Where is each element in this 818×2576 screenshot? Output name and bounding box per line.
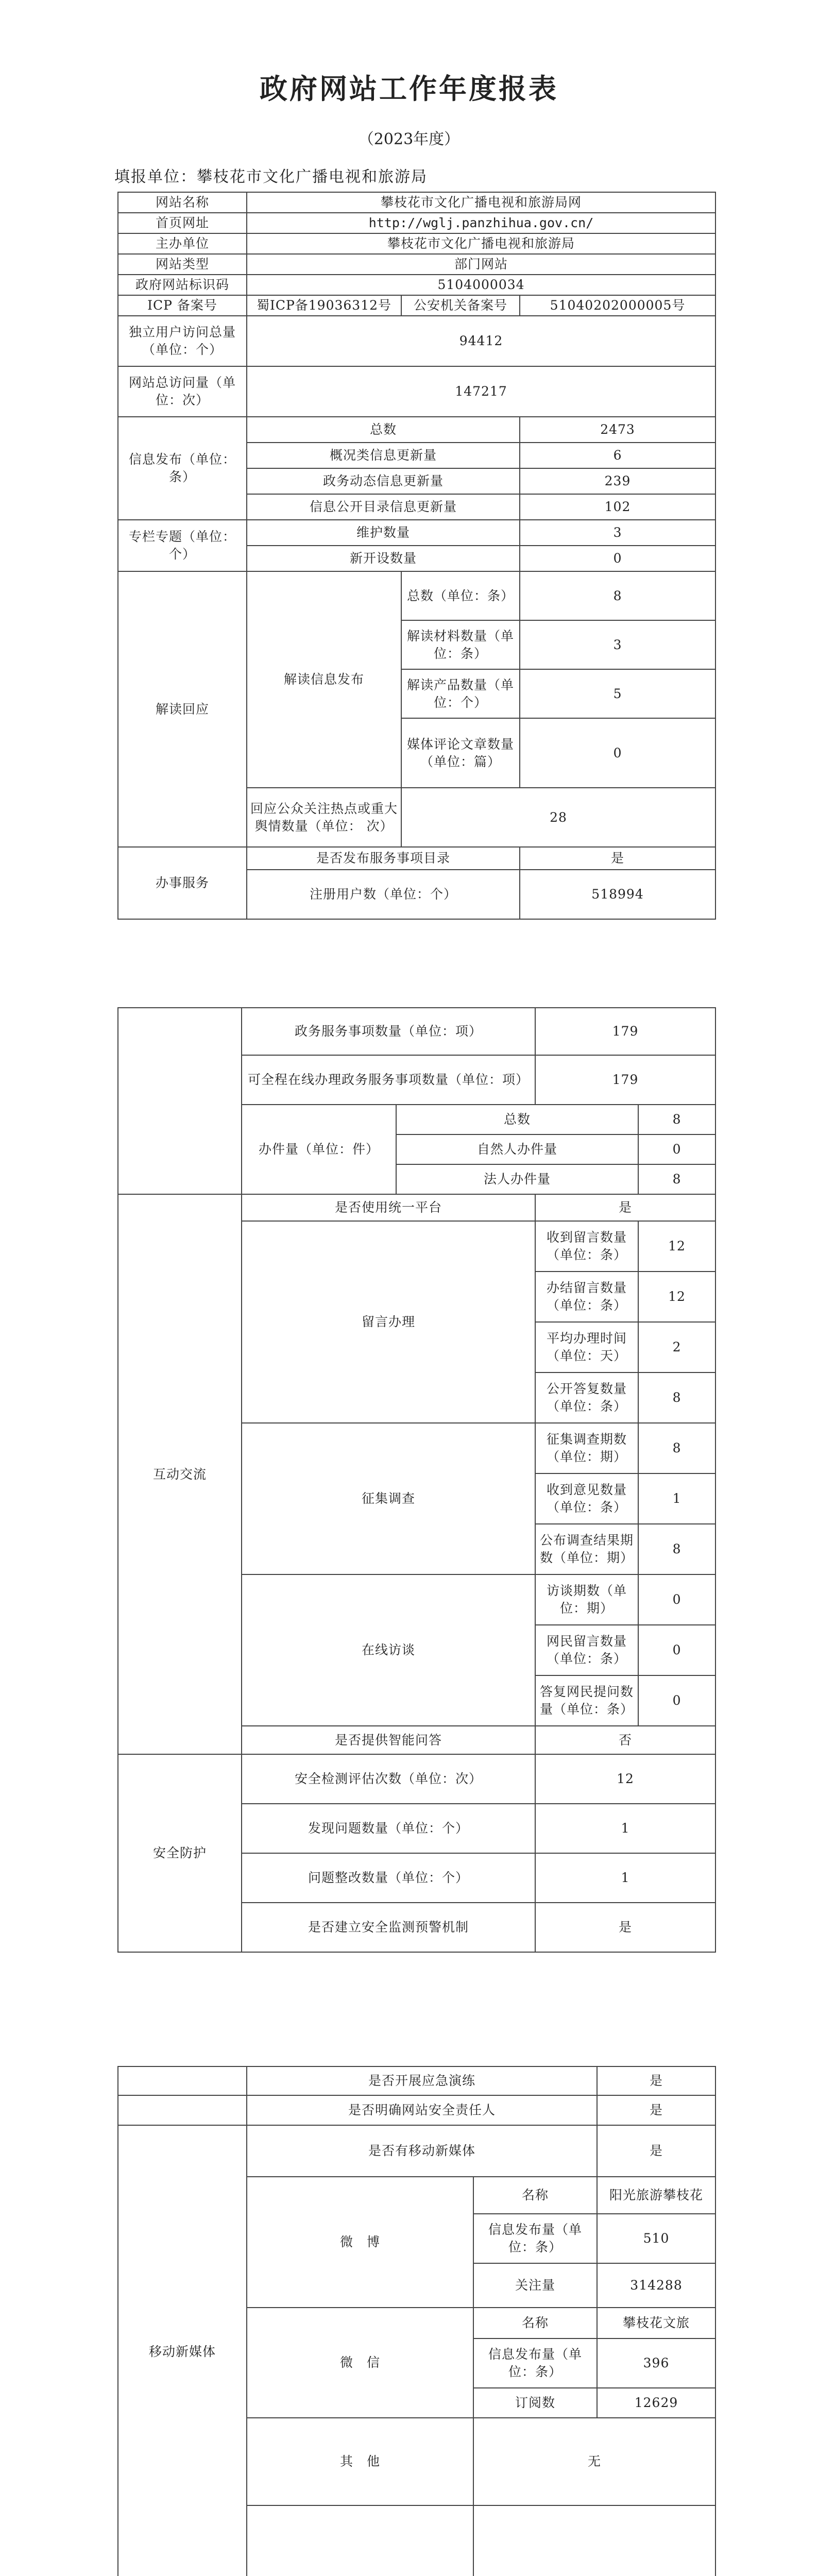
mobile-blank-cell xyxy=(473,2505,715,2576)
other-label: 其 他 xyxy=(247,2418,473,2505)
found-value: 1 xyxy=(535,1804,715,1853)
homepage-url: http://wglj.panzhihua.gov.cn/ xyxy=(247,213,715,233)
owner-value: 是 xyxy=(597,2095,715,2125)
msg-done-label: 办结留言数量（单位：条） xyxy=(535,1272,638,1322)
talk-ans: 0 xyxy=(638,1675,715,1726)
survey-pub-label: 公布调查结果期数（单位：期） xyxy=(535,1524,638,1574)
interpret-total: 8 xyxy=(520,571,715,620)
wechat-count-label: 信息发布量（单位：条） xyxy=(473,2338,597,2388)
wechat-count: 396 xyxy=(597,2338,715,2388)
security-label: 安全防护 xyxy=(118,1754,242,1952)
service-online: 179 xyxy=(535,1055,715,1105)
drill-value: 是 xyxy=(597,2066,715,2095)
survey-opinion: 1 xyxy=(638,1473,715,1524)
service-label: 办事服务 xyxy=(118,847,247,919)
info-catalog: 102 xyxy=(520,494,715,520)
site-id-label: 政府网站标识码 xyxy=(118,275,247,295)
service-handled-label: 办件量（单位：件） xyxy=(242,1105,396,1194)
wechat-subs-label: 订阅数 xyxy=(473,2388,597,2418)
interpret-material: 3 xyxy=(520,620,715,669)
mobile-has: 是 xyxy=(597,2125,715,2177)
visits-label: 网站总访问量（单位：次） xyxy=(118,366,247,417)
visits-value: 147217 xyxy=(247,366,715,417)
monitor-value: 是 xyxy=(535,1903,715,1952)
report-table-3 xyxy=(117,2066,716,2576)
weibo-count-label: 信息发布量（单位：条） xyxy=(473,2214,597,2263)
service-catalog-label: 是否发布服务事项目录 xyxy=(247,847,520,870)
msg-time-label: 平均办理时间（单位：天） xyxy=(535,1322,638,1372)
service-legal: 8 xyxy=(638,1164,715,1194)
platform-value: 是 xyxy=(535,1194,715,1221)
interpret-media: 0 xyxy=(520,718,715,788)
site-type-label: 网站类型 xyxy=(118,254,247,275)
fixed-value: 1 xyxy=(535,1853,715,1903)
interpret-material-label: 解读材料数量（单位：条） xyxy=(401,620,520,669)
police-number: 51040202000005号 xyxy=(520,295,715,316)
info-overview-label: 概况类信息更新量 xyxy=(247,443,520,468)
service-natural: 0 xyxy=(638,1134,715,1164)
report-table-2 xyxy=(117,1007,716,1953)
check-label: 安全检测评估次数（单位：次） xyxy=(242,1754,535,1804)
talk-msg-label: 网民留言数量（单位：条） xyxy=(535,1625,638,1675)
msg-label: 留言办理 xyxy=(242,1221,535,1423)
owner-label: 是否明确网站安全责任人 xyxy=(247,2095,597,2125)
info-dynamic-label: 政务动态信息更新量 xyxy=(247,468,520,494)
survey-num-label: 征集调查期数（单位：期） xyxy=(535,1423,638,1473)
weibo-name: 阳光旅游攀枝花 xyxy=(597,2177,715,2214)
ai-label: 是否提供智能问答 xyxy=(242,1726,535,1754)
visitors-value: 94412 xyxy=(247,316,715,366)
survey-label: 征集调查 xyxy=(242,1423,535,1574)
site-type: 部门网站 xyxy=(247,254,715,275)
service-label-2 xyxy=(118,1008,242,1194)
interpret-product-label: 解读产品数量（单位：个） xyxy=(401,669,520,718)
mobile-gap-cell xyxy=(247,2505,473,2576)
interpret-product: 5 xyxy=(520,669,715,718)
talk-num: 0 xyxy=(638,1574,715,1625)
service-catalog: 是 xyxy=(520,847,715,870)
icp-label: ICP 备案号 xyxy=(118,295,247,316)
security-label-4 xyxy=(118,2095,247,2125)
report-year: （2023年度） xyxy=(358,130,460,148)
report-table-1 xyxy=(117,192,716,920)
talk-msg: 0 xyxy=(638,1625,715,1675)
check-value: 12 xyxy=(535,1754,715,1804)
wechat-name-label: 名称 xyxy=(473,2308,597,2338)
wechat-name: 攀枝花文旅 xyxy=(597,2308,715,2338)
site-name: 攀枝花市文化广播电视和旅游局网 xyxy=(247,192,715,213)
info-total-label: 总数 xyxy=(247,417,520,443)
msg-done: 12 xyxy=(638,1272,715,1322)
interpret-media-label: 媒体评论文章数量（单位：篇） xyxy=(401,718,520,788)
survey-opinion-label: 收到意见数量（单位：条） xyxy=(535,1473,638,1524)
info-overview: 6 xyxy=(520,443,715,468)
other-value: 无 xyxy=(473,2418,715,2505)
police-label: 公安机关备案号 xyxy=(401,295,520,316)
page-title: 政府网站工作年度报表 xyxy=(260,72,558,105)
weibo-name-label: 名称 xyxy=(473,2177,597,2214)
column-maintain: 3 xyxy=(520,520,715,546)
sponsor-label: 主办单位 xyxy=(118,233,247,254)
visitors-label: 独立用户访问总量（单位：个） xyxy=(118,316,247,366)
column-new-label: 新开设数量 xyxy=(247,546,520,571)
info-dynamic: 239 xyxy=(520,468,715,494)
column-maintain-label: 维护数量 xyxy=(247,520,520,546)
service-online-label: 可全程在线办理政务服务事项数量（单位：项） xyxy=(242,1055,535,1105)
weibo-fans: 314288 xyxy=(597,2263,715,2308)
security-label-3 xyxy=(118,2066,247,2095)
interpret-label: 解读回应 xyxy=(118,571,247,847)
service-total: 8 xyxy=(638,1105,715,1134)
wechat-label: 微 信 xyxy=(247,2308,473,2418)
mobile-label: 移动新媒体 xyxy=(118,2125,247,2576)
survey-num: 8 xyxy=(638,1423,715,1473)
interact-label: 互动交流 xyxy=(118,1194,242,1754)
site-id: 5104000034 xyxy=(247,275,715,295)
found-label: 发现问题数量（单位：个） xyxy=(242,1804,535,1853)
msg-time: 2 xyxy=(638,1322,715,1372)
service-users: 518994 xyxy=(520,870,715,919)
interpret-respond: 28 xyxy=(401,788,715,847)
survey-pub: 8 xyxy=(638,1524,715,1574)
homepage-label: 首页网址 xyxy=(118,213,247,233)
interpret-respond-label: 回应公众关注热点或重大舆情数量（单位： 次） xyxy=(247,788,401,847)
info-catalog-label: 信息公开目录信息更新量 xyxy=(247,494,520,520)
drill-label: 是否开展应急演练 xyxy=(247,2066,597,2095)
interpret-release-label: 解读信息发布 xyxy=(247,571,401,788)
site-name-label: 网站名称 xyxy=(118,192,247,213)
info-total: 2473 xyxy=(520,417,715,443)
msg-pub-label: 公开答复数量（单位：条） xyxy=(535,1372,638,1423)
talk-num-label: 访谈期数（单位：期） xyxy=(535,1574,638,1625)
column-label: 专栏专题（单位：个） xyxy=(118,520,247,571)
platform-label: 是否使用统一平台 xyxy=(242,1194,535,1221)
talk-label: 在线访谈 xyxy=(242,1574,535,1726)
sponsor: 攀枝花市文化广播电视和旅游局 xyxy=(247,233,715,254)
talk-ans-label: 答复网民提问数量（单位：条） xyxy=(535,1675,638,1726)
mobile-has-label: 是否有移动新媒体 xyxy=(247,2125,597,2177)
service-users-label: 注册用户数（单位：个） xyxy=(247,870,520,919)
ai-value: 否 xyxy=(535,1726,715,1754)
service-items-label: 政务服务事项数量（单位：项） xyxy=(242,1008,535,1055)
service-total-label: 总数 xyxy=(396,1105,638,1134)
msg-pub: 8 xyxy=(638,1372,715,1423)
wechat-subs: 12629 xyxy=(597,2388,715,2418)
service-items: 179 xyxy=(535,1008,715,1055)
column-new: 0 xyxy=(520,546,715,571)
service-legal-label: 法人办件量 xyxy=(396,1164,638,1194)
monitor-label: 是否建立安全监测预警机制 xyxy=(242,1903,535,1952)
msg-recv-label: 收到留言数量（单位：条） xyxy=(535,1221,638,1272)
info-label: 信息发布（单位：条） xyxy=(118,417,247,520)
weibo-fans-label: 关注量 xyxy=(473,2263,597,2308)
fixed-label: 问题整改数量（单位：个） xyxy=(242,1853,535,1903)
msg-recv: 12 xyxy=(638,1221,715,1272)
weibo-label: 微 博 xyxy=(247,2177,473,2308)
icp-number: 蜀ICP备19036312号 xyxy=(247,295,401,316)
reporting-unit: 填报单位：攀枝花市文化广播电视和旅游局 xyxy=(114,168,428,186)
weibo-count: 510 xyxy=(597,2214,715,2263)
interpret-total-label: 总数（单位：条） xyxy=(401,571,520,620)
service-natural-label: 自然人办件量 xyxy=(396,1134,638,1164)
